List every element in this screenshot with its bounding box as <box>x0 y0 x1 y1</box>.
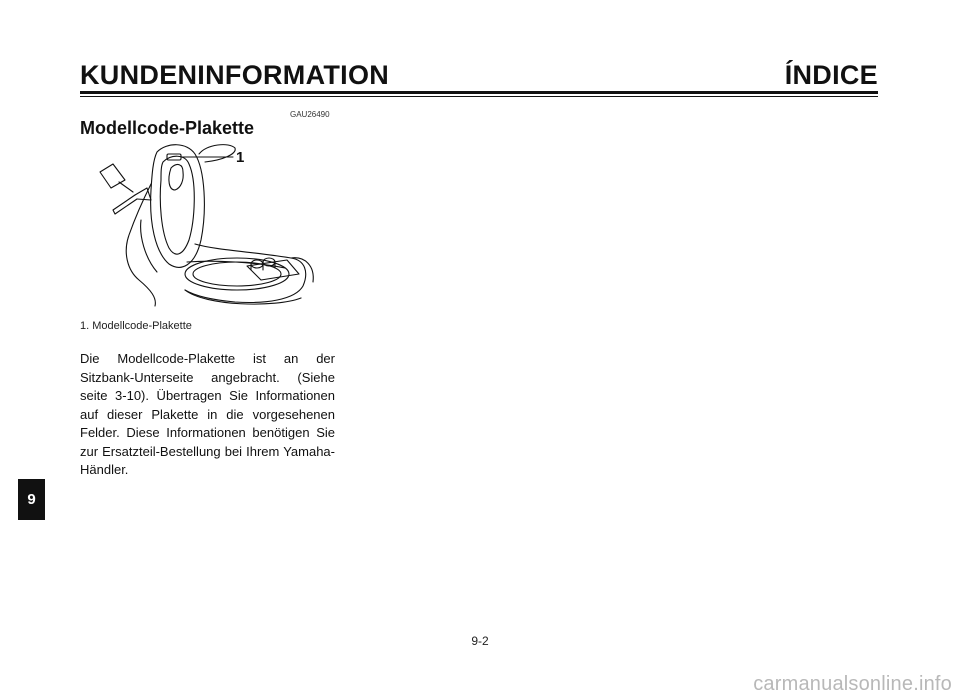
watermark: carmanualsonline.info <box>753 673 952 695</box>
figure-caption: 1. Modellcode-Plakette <box>80 320 192 332</box>
page-number: 9-2 <box>471 634 489 648</box>
document-code: GAU26490 <box>290 110 330 119</box>
handlebar-grip <box>113 195 137 214</box>
header-title-left: KUNDENINFORMATION <box>80 60 390 90</box>
chapter-tab: 9 <box>18 479 45 520</box>
storage-compartment <box>185 258 289 290</box>
left-mirror-stem <box>119 182 133 192</box>
seat-outline <box>151 145 205 268</box>
scooter-seat-illustration <box>95 140 325 310</box>
header-title-right: ÍNDICE <box>784 60 878 90</box>
header-rule-thick <box>80 91 878 94</box>
left-mirror-shape <box>100 164 125 188</box>
callout-number: 1 <box>236 149 245 166</box>
model-code-plate <box>167 154 181 160</box>
section-title: Modellcode-Plakette <box>80 118 255 138</box>
body-paragraph: Die Modellcode-Plakette ist an der Sitzbank-Unterseite angebracht. (Siehe seite 3-10). Übertragen Sie Informationen auf dieser Plakette in die vorgesehenen Felder. Diese Informationen benötigen Sie zur Ersatzteil-Bestellung bei Ihrem Yamaha-Händler. <box>80 351 335 477</box>
header-rule-thin <box>80 96 878 97</box>
